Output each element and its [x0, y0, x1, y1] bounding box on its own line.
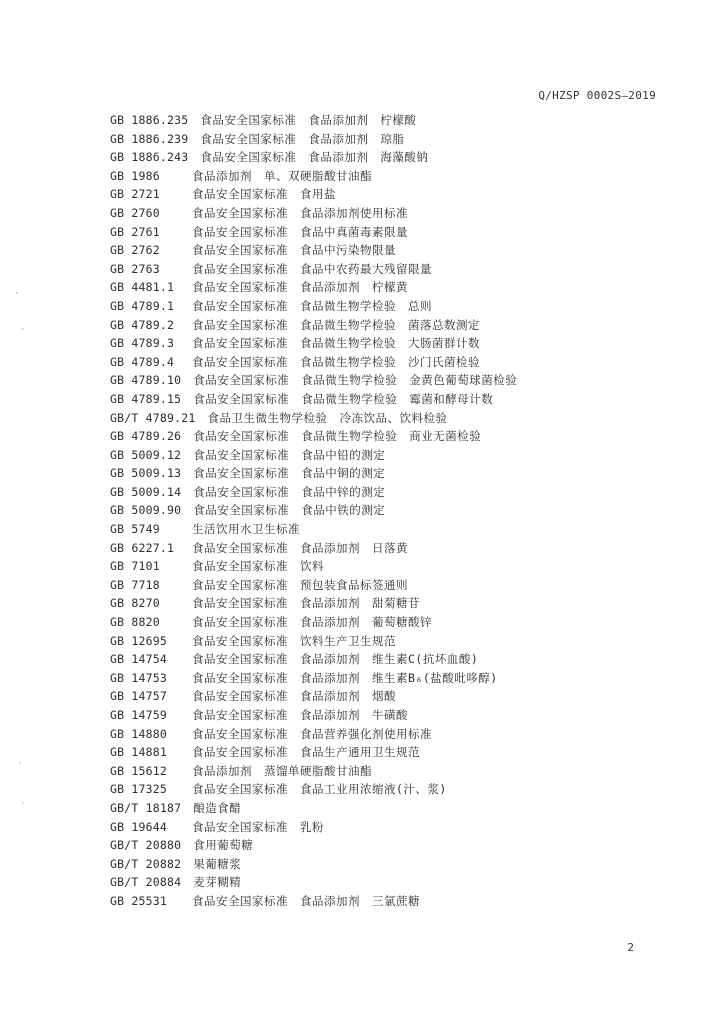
- standard-title: 果葡糖浆: [193, 856, 242, 871]
- standard-code: GB 7101: [110, 559, 160, 574]
- standard-code: GB 2762: [110, 243, 160, 258]
- scan-speck: ·: [20, 799, 26, 809]
- standard-code: GB 14754: [110, 652, 167, 667]
- standard-title: 食品安全国家标准 食品添加剂 葡萄糖酸锌: [192, 615, 432, 630]
- standard-code: GB 14881: [110, 745, 167, 760]
- standards-list: [110, 111, 670, 911]
- standard-code: GB 5009.13: [110, 466, 182, 481]
- standard-title: 食品安全国家标准 食品添加剂 柠檬酸: [200, 113, 417, 127]
- standard-code: GB 4789.15: [110, 391, 182, 406]
- standard-title: 食品安全国家标准 食品添加剂 维生素B₆(盐酸吡哆醇): [192, 670, 498, 685]
- standard-title: 食品安全国家标准 预包装食品标签通则: [192, 577, 408, 592]
- standard-title: 食品安全国家标准 食品微生物学检验 金黄色葡萄球菌检验: [193, 373, 518, 388]
- standard-code: GB 1886.239: [110, 131, 189, 146]
- standard-code: GB 4481.1: [110, 280, 175, 295]
- standard-code: GB 15612: [110, 763, 167, 778]
- standard-title: 生活饮用水卫生标准: [192, 522, 300, 537]
- standard-item: [110, 557, 670, 576]
- standard-item: [110, 520, 670, 539]
- standard-item: [110, 130, 670, 149]
- standard-item: [110, 316, 670, 335]
- standard-code: GB 6227.1: [110, 540, 175, 555]
- standard-code: GB 25531: [110, 893, 167, 908]
- standard-item: [110, 167, 670, 186]
- standard-item: [110, 818, 670, 837]
- standard-item: [110, 483, 670, 502]
- standard-code: GB/T 20880: [110, 838, 182, 853]
- standard-title: 食品卫生微生物学检验 冷冻饮品、饮料检验: [207, 410, 448, 425]
- standard-code: GB 1886.243: [110, 150, 189, 165]
- standard-item: [110, 743, 670, 762]
- standard-title: 食品安全国家标准 食品生产通用卫生规范: [192, 745, 420, 760]
- standard-code: GB 7718: [110, 577, 160, 592]
- standard-title: 麦芽糊精: [193, 875, 242, 890]
- standard-title: 食品安全国家标准 食品添加剂 日落黄: [192, 540, 408, 555]
- standard-code: GB 4789.3: [110, 336, 175, 351]
- standard-title: 食品安全国家标准 饮料: [192, 559, 324, 574]
- standard-title: 食品安全国家标准 食品添加剂 海藻酸钠: [200, 150, 429, 165]
- standard-item: [110, 371, 670, 390]
- standard-item: [110, 241, 670, 260]
- standard-title: 食品安全国家标准 食品添加剂 柠檬黄: [192, 280, 408, 295]
- standard-item: [110, 762, 670, 781]
- standard-item: [110, 892, 670, 911]
- standard-item: [110, 855, 670, 874]
- standard-title: 食品安全国家标准 食品微生物学检验 沙门氏菌检验: [192, 354, 480, 369]
- standard-item: [110, 297, 670, 316]
- standard-item: [110, 464, 670, 483]
- standard-code: GB 2761: [110, 224, 160, 239]
- standard-title: 食品安全国家标准 食用盐: [192, 187, 336, 202]
- standard-title: 食品添加剂 蒸馏单硬脂酸甘油酯: [192, 763, 372, 778]
- standard-item: [110, 390, 670, 409]
- standard-title: 食品安全国家标准 食品添加剂 甜菊糖苷: [192, 596, 420, 611]
- standard-item: [110, 687, 670, 706]
- standard-code: GB 14759: [110, 708, 167, 722]
- standard-item: [110, 613, 670, 632]
- scan-speck: ·: [20, 325, 26, 335]
- standard-item: [110, 185, 670, 204]
- standard-item: [110, 223, 670, 242]
- standard-title: 食品添加剂 单、双硬脂酸甘油酯: [192, 168, 372, 183]
- standard-title: 食品安全国家标准 食品中农药最大残留限量: [192, 261, 432, 276]
- standard-code: GB 17325: [110, 782, 167, 797]
- standard-code: GB 2721: [110, 187, 160, 202]
- standard-title: 食品安全国家标准 食品营养强化剂使用标准: [192, 726, 432, 741]
- standard-item: [110, 148, 670, 167]
- standard-title: 食品安全国家标准 饮料生产卫生规范: [192, 633, 396, 648]
- standard-item: [110, 594, 670, 613]
- standard-code: GB 1986: [110, 168, 160, 183]
- standard-item: [110, 780, 670, 799]
- standard-item: [110, 204, 670, 223]
- standard-code: GB 19644: [110, 819, 167, 834]
- standard-code: GB/T 20882: [110, 856, 182, 871]
- standard-item: [110, 725, 670, 744]
- standard-title: 食品安全国家标准 食品中铁的测定: [193, 503, 386, 518]
- standard-code: GB 8270: [110, 596, 160, 611]
- standard-code: GB 2763: [110, 261, 160, 276]
- standard-title: 食品安全国家标准 食品添加剂 琼脂: [200, 131, 405, 146]
- scan-speck: ·: [14, 289, 20, 299]
- standard-code: GB/T 4789.21: [110, 410, 196, 425]
- standard-item: [110, 353, 670, 372]
- scan-speck: ·: [17, 759, 23, 769]
- standard-title: 食品安全国家标准 食品中真菌毒素限量: [192, 224, 408, 239]
- standard-code: GB 4789.4: [110, 354, 175, 369]
- standard-item: [110, 427, 670, 446]
- standard-title: 食品安全国家标准 食品微生物学检验 菌落总数测定: [192, 317, 480, 332]
- standard-title: 食品安全国家标准 食品添加剂 牛磺酸: [192, 708, 408, 722]
- standard-code: GB 5009.14: [110, 484, 182, 499]
- standard-item: [110, 873, 670, 892]
- standard-title: 食品安全国家标准 食品添加剂 三氯蔗糖: [192, 893, 420, 908]
- standard-title: 食品安全国家标准 食品中铜的测定: [193, 466, 386, 481]
- standard-title: 食品安全国家标准 食品添加剂 维生素C(抗坏血酸): [192, 652, 479, 667]
- standard-item: [110, 669, 670, 688]
- standard-title: 食品安全国家标准 食品添加剂 烟酸: [192, 689, 396, 704]
- standard-title: 食品安全国家标准 食品微生物学检验 霉菌和酵母计数: [193, 391, 494, 406]
- standard-code: GB 14880: [110, 726, 167, 741]
- standard-item: [110, 334, 670, 353]
- standard-item: [110, 409, 670, 428]
- standard-item: [110, 278, 670, 297]
- standard-code: GB 14757: [110, 689, 167, 704]
- standard-item: [110, 836, 670, 855]
- standard-code: GB 5749: [110, 522, 160, 537]
- standard-item: [110, 446, 670, 465]
- standard-item: [110, 539, 670, 558]
- standard-item: [110, 576, 670, 595]
- standard-code: GB 8820: [110, 615, 160, 630]
- standard-item: [110, 111, 670, 130]
- standard-item: [110, 632, 670, 651]
- standard-item: [110, 706, 670, 725]
- standard-code: GB 5009.90: [110, 503, 182, 518]
- standard-title: 食品安全国家标准 食品中污染物限量: [192, 243, 396, 258]
- standard-item: [110, 799, 670, 818]
- standard-title: 食品安全国家标准 乳粉: [192, 819, 324, 834]
- standard-title: 食品安全国家标准 食品微生物学检验 商业无菌检验: [193, 429, 482, 444]
- standard-code: GB 4789.10: [110, 373, 182, 388]
- standard-title: 食用葡萄糖: [193, 838, 254, 853]
- page-number: 2: [627, 941, 634, 954]
- standard-title: 食品安全国家标准 食品微生物学检验 总则: [192, 298, 432, 313]
- document-number: Q/HZSP 0002S—2019: [538, 89, 656, 102]
- standard-title: 食品安全国家标准 食品微生物学检验 大肠菌群计数: [192, 336, 480, 351]
- standard-item: [110, 260, 670, 279]
- standard-code: GB 2760: [110, 205, 160, 220]
- standard-title: 食品安全国家标准 食品添加剂使用标准: [192, 205, 408, 220]
- standard-code: GB 4789.26: [110, 429, 182, 444]
- standard-code: GB 14753: [110, 670, 167, 685]
- standard-code: GB 5009.12: [110, 447, 182, 462]
- standard-title: 酿造食醋: [193, 800, 242, 815]
- standard-item: [110, 650, 670, 669]
- standard-code: GB/T 20884: [110, 875, 182, 890]
- standard-code: GB 4789.1: [110, 298, 175, 313]
- standard-code: GB 1886.235: [110, 113, 189, 127]
- standard-title: 食品安全国家标准 食品中锌的测定: [193, 484, 386, 499]
- standard-title: 食品安全国家标准 食品工业用浓缩液(汁、浆): [192, 782, 447, 797]
- standard-title: 食品安全国家标准 食品中铅的测定: [193, 447, 386, 462]
- standard-code: GB 12695: [110, 633, 167, 648]
- standard-code: GB/T 18187: [110, 800, 182, 815]
- standard-code: GB 4789.2: [110, 317, 175, 332]
- standard-item: [110, 501, 670, 520]
